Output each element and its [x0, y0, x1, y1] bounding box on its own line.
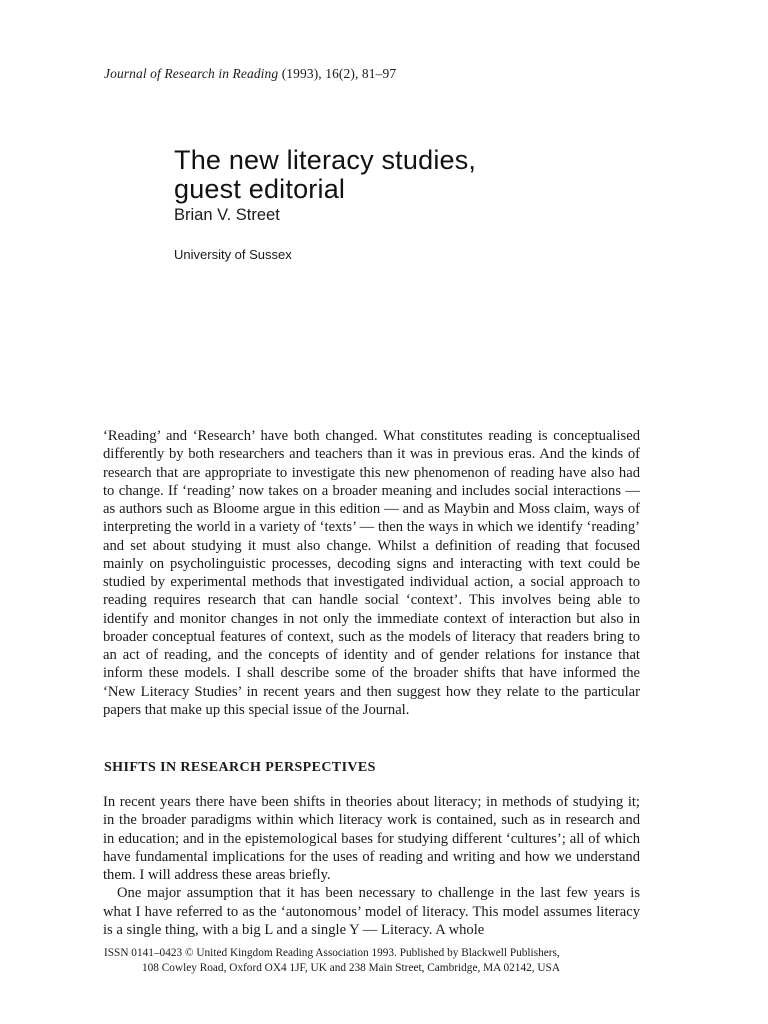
- article-author: Brian V. Street: [174, 206, 280, 224]
- copyright-footer: [104, 946, 640, 976]
- article-title-line-2: guest editorial: [174, 174, 346, 204]
- intro-paragraph: ‘Reading’ and ‘Research’ have both changed. What constitutes reading is conceptualised differently by both researchers and teachers than it was in previous eras. And the kinds of research that are appropriate to investigate this new phenomenon of reading have also had to change. If ‘reading’ now takes on a broader meaning and includes social interactions — as authors such as Bloome argue in this edition — and as Maybin and Moss claim, ways of interpreting the world in a variety of ‘texts’ — then the ways in which we identify ‘reading’ and set about studying it must also change. Whilst a definition of reading that focused mainly on psycholinguistic processes, decoding signs and interacting with text could be studied by experimental methods that investigated individual action, a social approach to reading requires research that can handle social ‘context’. This involves being able to identify and monitor changes in not only the immediate context of interaction but also in broader conceptual features of context, such as the models of literacy that readers bring to an act of reading, and the concepts of identity and of gender relations for instance that inform these models. I shall describe some of the broader shifts that have informed the ‘New Literacy Studies’ in recent years and then suggest how they relate to the particular papers that make up this special issue of the Journal.: [103, 428, 640, 718]
- section-body: [103, 793, 640, 939]
- journal-citation: [104, 66, 396, 82]
- section-paragraph-2: One major assumption that it has been necessary to challenge in the last few years is what I have referred to as the ‘autonomous’ model of literacy. This model assumes literacy is a single thing, with a big L and a single Y — Literacy. A whole: [103, 885, 640, 938]
- section-paragraph-1: In recent years there have been shifts in theories about literacy; in methods of studying it; in the broader paradigms within which literacy work is contained, such as in research and in education; and in the epistemological bases for studying different ‘cultures’; all of which have fundamental implications for the uses of reading and writing and how we understand them. I will address these areas briefly.: [103, 794, 640, 883]
- article-header: [174, 146, 476, 262]
- section-heading: SHIFTS IN RESEARCH PERSPECTIVES: [104, 760, 376, 775]
- article-title-line-1: The new literacy studies,: [174, 145, 477, 175]
- intro-section: [103, 427, 640, 719]
- journal-issue-details: (1993), 16(2), 81–97: [278, 66, 397, 81]
- footer-line-2: 108 Cowley Road, Oxford OX4 1JF, UK and 238 Main Street, Cambridge, MA 02142, USA: [142, 962, 560, 974]
- footer-line-1: ISSN 0141–0423 © United Kingdom Reading Association 1993. Published by Blackwell Publishers,: [104, 947, 560, 959]
- journal-name: Journal of Research in Reading: [104, 66, 279, 81]
- article-title: [174, 146, 476, 204]
- author-affiliation: University of Sussex: [174, 247, 292, 262]
